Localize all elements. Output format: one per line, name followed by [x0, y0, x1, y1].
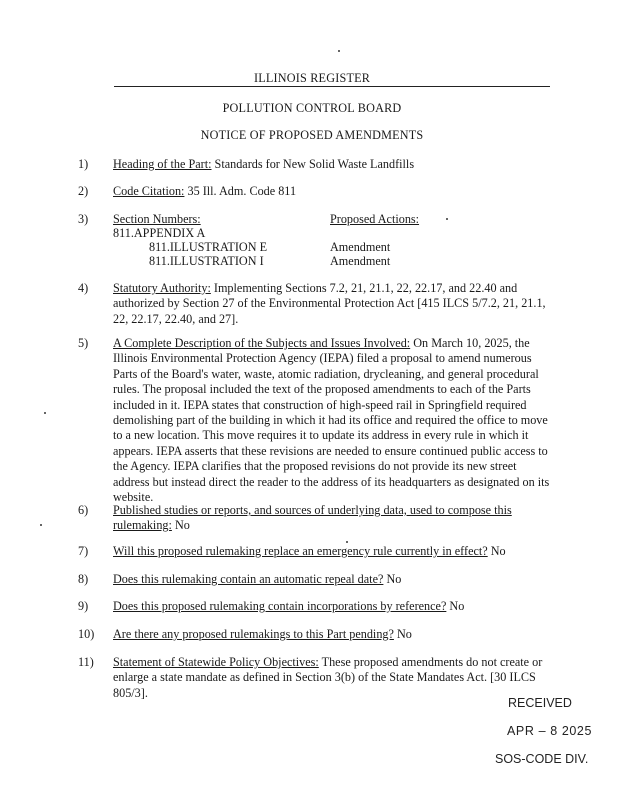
item-number: 10)	[78, 627, 95, 641]
scan-speck	[446, 218, 448, 220]
item-number: 7)	[78, 544, 89, 558]
item-number: 11)	[78, 655, 94, 669]
item-label: Statement of Statewide Policy Objectives:	[113, 655, 319, 669]
item-number: 9)	[78, 599, 89, 613]
item-label: Code Citation:	[113, 184, 185, 198]
item-published-studies	[113, 503, 553, 534]
item-text: No	[490, 544, 506, 558]
item-text: On March 10, 2025, the Illinois Environmental Protection Agency (IEPA) filed a proposal to amend numerous Parts of the Board's water, waste, atomic radiation, drycleaning, and general procedural rules. The proposal included the text of the proposed amendments to each of the Parts included in it. IEPA states that construction of high-speed rail in Springfield required demolishing part of the building in which it had its office and required the office to move to a new location. This move requires it to update its address in every rule in which it appears. IEPA asserts that these revisions are needed to ensure continued public access to the Agency. IEPA clarifies that the proposed revisions do not provide its new street address but instead direct the reader to the address of its headquarters as designated on its website.	[113, 336, 550, 505]
section-action: Amendment	[330, 254, 391, 268]
header-rule	[114, 86, 550, 87]
item-text: Implementing Sections 7.2, 21, 21.1, 22, 22.17, and 22.40 and authorized by Section 27 of the Environmental Protection Act [415 ILCS 5/7.2, 21, 21.1, 22, 22.17, 22.40, and 27].	[113, 281, 546, 326]
item-label: Statutory Authority:	[113, 281, 211, 295]
item-label: Heading of the Part:	[113, 157, 212, 171]
proposed-actions-header: Proposed Actions:	[330, 212, 420, 226]
item-emergency-rule	[113, 544, 553, 559]
item-text: Standards for New Solid Waste Landfills	[214, 157, 415, 171]
item-label: Published studies or reports, and sources of underlying data, used to compose this rulemaking:	[113, 503, 512, 533]
item-code-citation	[113, 184, 553, 199]
item-text: These proposed amendments do not create or enlarge a state mandate as defined in Section 3(b) of the State Mandates Act. [30 ILCS 805/3].	[113, 655, 543, 700]
item-policy-objectives	[113, 655, 553, 701]
section-row: 811.APPENDIX A	[113, 226, 206, 240]
item-statutory-authority	[113, 281, 553, 327]
scan-speck	[346, 541, 348, 543]
division-stamp: SOS-CODE DIV.	[495, 752, 589, 766]
item-label: Are there any proposed rulemakings to this Part pending?	[113, 627, 394, 641]
section-row: 811.ILLUSTRATION I	[149, 254, 264, 268]
item-number: 8)	[78, 572, 89, 586]
item-text: No	[449, 599, 465, 613]
register-title: ILLINOIS REGISTER	[253, 71, 371, 85]
item-number: 6)	[78, 503, 89, 517]
item-pending-rulemakings	[113, 627, 553, 642]
section-numbers-header: Section Numbers:	[113, 212, 201, 226]
item-label: Will this proposed rulemaking replace an emergency rule currently in effect?	[113, 544, 488, 558]
item-incorporations	[113, 599, 553, 614]
section-action: Amendment	[330, 240, 391, 254]
item-number: 2)	[78, 184, 89, 198]
item-number: 5)	[78, 336, 89, 350]
received-date-stamp: APR – 8 2025	[507, 724, 593, 738]
board-title: POLLUTION CONTROL BOARD	[222, 101, 402, 115]
item-description	[113, 336, 553, 505]
scan-speck	[44, 412, 46, 414]
item-text: No	[174, 518, 190, 533]
item-label: Does this rulemaking contain an automatic repeal date?	[113, 572, 384, 586]
section-row: 811.ILLUSTRATION E	[149, 240, 268, 254]
item-number: 4)	[78, 281, 89, 295]
item-label: A Complete Description of the Subjects and Issues Involved:	[113, 336, 411, 350]
item-heading	[113, 157, 553, 172]
item-text: No	[386, 572, 402, 586]
item-text: No	[396, 627, 412, 641]
item-number: 1)	[78, 157, 89, 171]
scan-speck	[338, 50, 340, 52]
item-text: 35 Ill. Adm. Code 811	[187, 184, 297, 198]
item-label: Does this proposed rulemaking contain incorporations by reference?	[113, 599, 447, 613]
item-automatic-repeal	[113, 572, 553, 587]
notice-title: NOTICE OF PROPOSED AMENDMENTS	[200, 128, 424, 142]
scan-speck	[40, 524, 42, 526]
item-number: 3)	[78, 212, 89, 226]
received-stamp: RECEIVED	[508, 696, 572, 710]
